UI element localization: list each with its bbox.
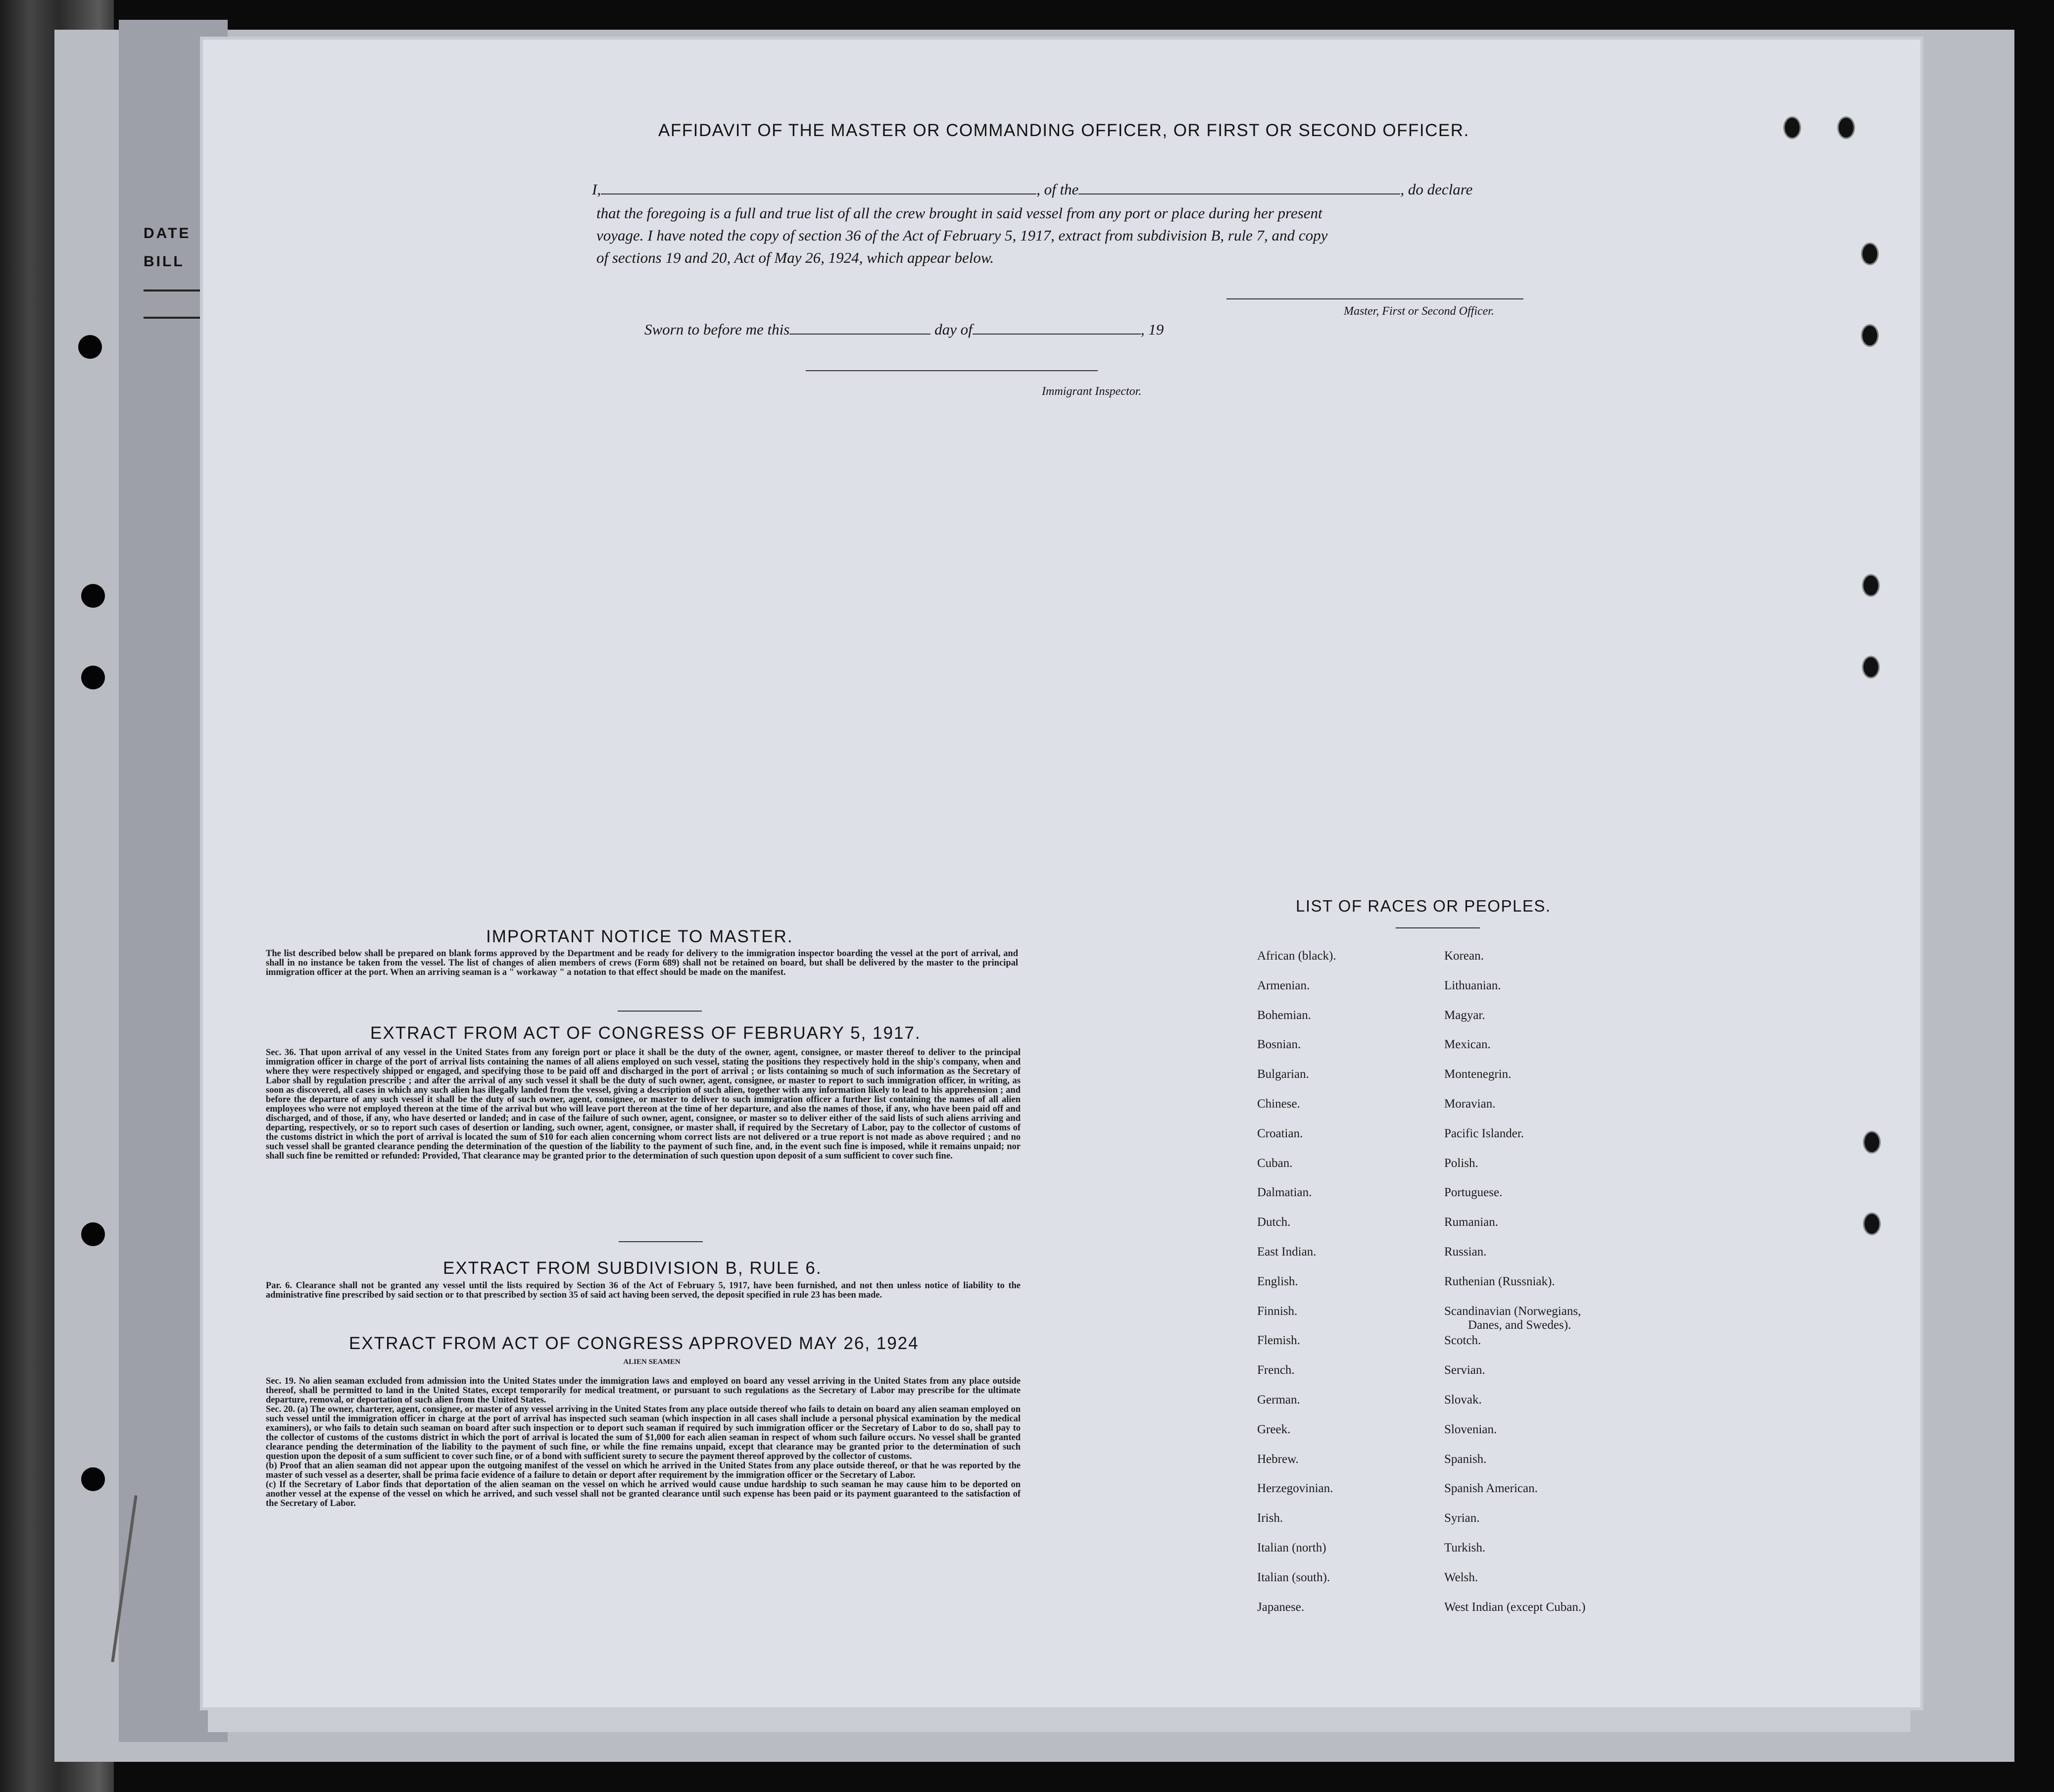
notice-paragraph: The list described below shall be prepared on blank forms approved by the Department and be ready for delivery to the immigration inspector boarding the vessel at the port of arrival, and shall in no instance be taken from the vessel. The list of changes of alien members of crews (Form 689) shall not be retained on board, but shall be delivered by the master to the principal immigration officer at the port. When an arriving seaman is a " workaway " a notation to that effect should be made on the manifest. (266, 949, 1018, 977)
year-text: , 19 (1140, 321, 1164, 338)
affidavit-line-1 (592, 181, 1472, 198)
race-item: African (black). (1257, 949, 1336, 963)
race-item: Ruthenian (Russniak). (1444, 1275, 1555, 1288)
notice-title: IMPORTANT NOTICE TO MASTER. (486, 927, 793, 946)
race-item: Greek. (1257, 1423, 1291, 1436)
race-item: French. (1257, 1363, 1295, 1377)
sworn-text: Sworn to before me this (644, 321, 790, 338)
race-item: Chinese. (1257, 1097, 1300, 1111)
race-item-continuation: Danes, and Swedes). (1468, 1318, 1571, 1332)
officer-name-blank[interactable] (601, 183, 1036, 194)
binder-hole (78, 335, 102, 359)
race-item: Spanish. (1444, 1453, 1487, 1466)
race-item: Portuguese. (1444, 1186, 1503, 1199)
race-item: English. (1257, 1275, 1298, 1288)
race-item: Welsh. (1444, 1571, 1478, 1584)
vessel-name-blank[interactable] (1078, 183, 1400, 194)
race-item: Armenian. (1257, 979, 1310, 992)
race-item: Dutch. (1257, 1215, 1291, 1229)
race-item: Hebrew. (1257, 1453, 1299, 1466)
sec20c-paragraph: (c) If the Secretary of Labor finds that deportation of the alien seaman on the vessel on which he arrived would cause undue hardship to such seaman he may cause him to be deported on another vessel at the expense of the vessel on which he arrived, and such vessel shall not be granted clearance until such expense has been paid or its payment guaranteed to the satisfaction of the Secretary of Labor. (266, 1480, 1021, 1508)
race-item: Magyar. (1444, 1009, 1485, 1022)
race-item: Japanese. (1257, 1600, 1305, 1614)
race-item: Turkish. (1444, 1541, 1486, 1554)
extract-rule6-title: EXTRACT FROM SUBDIVISION B, RULE 6. (443, 1259, 822, 1278)
extract-rule6-body (266, 1281, 1021, 1300)
race-item: Pacific Islander. (1444, 1127, 1524, 1140)
race-item: Lithuanian. (1444, 979, 1501, 992)
binder-hole (81, 1222, 105, 1246)
race-item: Spanish American. (1444, 1482, 1538, 1495)
affidavit-of-the: , of the (1036, 181, 1079, 198)
race-item: Moravian. (1444, 1097, 1496, 1111)
extract-1917-paragraph: Sec. 36. That upon arrival of any vessel in the United States from any foreign port or place it shall be the duty of the owner, agent, consignee, or master thereof to deliver to the principal immigration officer in charge of the port of arrival lists containing the names of all aliens employed on such vessel, stating the positions they respectively hold in the ship's company, when and where they were respectively shipped or engaged, and specifying those to be paid off and discharged in the port of arrival ; or lists containing so much of such information as the Secretary of Labor shall by regulation prescribe ; and after the arrival of any such vessel it shall be the duty of such owner, agent, consignee, or master to report to such immigration officer, in writing, as soon as discovered, all cases in which any such alien has illegally landed from the vessel, giving a description of such alien, together with any information likely to lead to his apprehension ; and before the departure of any such vessel it shall be the duty of such owner, agent, consignee, or master to deliver to such immigration officer a further list containing the names of all alien employees who were not employed thereon at the time of the arrival but who will leave port thereon at the time of her departure, and also the names of those, if any, who have been paid off and discharged, and of those, if any, who have deserted or landed; and in case of the failure of such owner, agent, consignee, or master so to deliver either of the said lists of such aliens arriving and departing, respectively, or so to report such cases of desertion or landing, such owner, agent, consignee, or master shall, if required by the Secretary of Labor, pay to the collector of customs of the customs district in which the port of arrival is located the sum of $10 for each alien concerning whom correct lists are not delivered or a true report is not made as above required ; and no such vessel shall be granted clearance pending the determination of the question of the liability to the payment of such fine, and, in the event such fine is imposed, while it remains unpaid; nor shall such fine be remitted or refunded: Provided, That clearance may be granted prior to the determination of such question upon deposit of a sum sufficient to cover such fine. (266, 1048, 1021, 1161)
race-item: Bohemian. (1257, 1009, 1312, 1022)
notice-body (266, 949, 1018, 977)
affidavit-title: AFFIDAVIT OF THE MASTER OR COMMANDING OFFICER, OR FIRST OR SECOND OFFICER. (658, 121, 1469, 140)
race-item: Polish. (1444, 1157, 1478, 1170)
punch-hole (1861, 324, 1879, 347)
race-item: Italian (south). (1257, 1571, 1330, 1584)
affidavit-i: I, (592, 181, 601, 198)
sworn-month-blank[interactable] (973, 323, 1141, 335)
race-item: Herzegovinian. (1257, 1482, 1333, 1495)
races-title: LIST OF RACES OR PEOPLES. (1296, 897, 1551, 915)
binder-hole (81, 584, 105, 608)
race-item: Scandinavian (Norwegians, (1444, 1305, 1581, 1318)
inspector-signature-label: Immigrant Inspector. (1042, 385, 1142, 398)
sec20a-paragraph: Sec. 20. (a) The owner, charterer, agent, consignee, or master of any vessel arriving in the United States from any place outside thereof who fails to detain on board any alien seaman employed on such vessel until the immigration officer in charge at the port of arrival has inspected such seaman (which inspection in all cases shall include a personal physical examination by the medical examiners), or who fails to detain such seaman on board after such inspection or to deport such seaman if required by such immigration officer or the Secretary of Labor to do so, shall pay to the collector of customs of the customs district in which the port of arrival is located the sum of $1,000 for each alien seaman in respect of whom such failure occurs. No vessel shall be granted clearance pending the determination of the liability to the payment of such fine, or while the fine remains unpaid, except that clearance may be granted prior to the determination of such question upon the deposit of a sum sufficient to cover such fine, or of a bond with sufficient surety to secure the payment thereof approved by the collector of customs. (266, 1405, 1021, 1461)
race-item: Finnish. (1257, 1305, 1298, 1318)
sheet-bottom-edge (208, 1707, 1910, 1732)
race-item: Rumanian. (1444, 1215, 1499, 1229)
race-item: Montenegrin. (1444, 1067, 1512, 1081)
race-item: West Indian (except Cuban.) (1444, 1600, 1586, 1614)
race-item: Irish. (1257, 1511, 1283, 1525)
race-item: Dalmatian. (1257, 1186, 1312, 1199)
alien-seamen-subtitle: ALIEN SEAMEN (623, 1358, 681, 1366)
sec20b-paragraph: (b) Proof that an alien seaman did not appear upon the outgoing manifest of the vessel on which he arrived in the United States from any place outside thereof, or that he was reported by the master of such vessel as a deserter, shall be prima facie evidence of a failure to detain or deport after requirement by the immigration officer or the Secretary of Labor. (266, 1461, 1021, 1480)
affidavit-line-2: that the foregoing is a full and true list of all the crew brought in said vessel from any port or place during her present (596, 204, 1322, 222)
sworn-day-blank[interactable] (789, 323, 930, 335)
race-item: Cuban. (1257, 1157, 1293, 1170)
sworn-line (644, 321, 1164, 339)
section-divider (1396, 927, 1480, 928)
under-sheet-label-date: DATE (144, 225, 191, 242)
sec19-paragraph: Sec. 19. No alien seaman excluded from admission into the United States under the immigration laws and employed on board any vessel arriving in the United States from any place outside thereof, shall be permitted to land in the United States, except temporarily for medical treatment, or pursuant to such regulations as the Secretary of Labor may prescribe for the ultimate departure, removal, or deportation of such alien from the United States. (266, 1376, 1021, 1405)
race-item: Italian (north) (1257, 1541, 1326, 1554)
affidavit-do-declare: , do declare (1400, 181, 1473, 198)
day-of-text: day of (934, 321, 973, 338)
affidavit-line-3: voyage. I have noted the copy of section 36 of the Act of February 5, 1917, extract from subdivision B, rule 7, and copy (596, 227, 1328, 244)
race-item: Slovak. (1444, 1393, 1482, 1406)
extract-1924-title: EXTRACT FROM ACT OF CONGRESS APPROVED MAY 26, 1924 (349, 1334, 919, 1353)
punch-hole (1783, 116, 1801, 139)
race-item: Croatian. (1257, 1127, 1303, 1140)
extract-1917-title: EXTRACT FROM ACT OF CONGRESS OF FEBRUARY 5, 1917. (370, 1023, 921, 1043)
race-item: Slovenian. (1444, 1423, 1497, 1436)
master-signature-line[interactable] (1226, 298, 1523, 299)
punch-hole (1862, 574, 1880, 597)
section-divider (618, 1011, 702, 1012)
section-divider (619, 1241, 703, 1242)
extract-1924-body (266, 1377, 1021, 1508)
race-item: Mexican. (1444, 1038, 1491, 1051)
master-signature-label: Master, First or Second Officer. (1344, 305, 1494, 318)
under-sheet-label-bill: BILL (144, 253, 185, 270)
extract-1917-body (266, 1048, 1021, 1161)
punch-hole (1863, 1131, 1881, 1154)
punch-hole (1837, 116, 1855, 139)
race-item: Servian. (1444, 1363, 1485, 1377)
punch-hole (1863, 1212, 1881, 1235)
race-item: German. (1257, 1393, 1300, 1406)
race-item: Bosnian. (1257, 1038, 1301, 1051)
race-item: Scotch. (1444, 1334, 1481, 1347)
punch-hole (1862, 656, 1880, 678)
binder-hole (81, 1467, 105, 1491)
race-item: Syrian. (1444, 1511, 1480, 1525)
race-item: Russian. (1444, 1245, 1487, 1259)
race-item: Korean. (1444, 949, 1484, 963)
affidavit-line-4: of sections 19 and 20, Act of May 26, 1924, which appear below. (596, 249, 994, 266)
extract-rule6-paragraph: Par. 6. Clearance shall not be granted any vessel until the lists required by Section 36 of the Act of February 5, 1917, have been furnished, and not then unless notice of liability to the administrative fine prescribed by said section or to that prescribed by section 35 of said act having been served, the deposit specified in rule 23 has been made. (266, 1281, 1021, 1300)
race-item: East Indian. (1257, 1245, 1317, 1259)
race-item: Flemish. (1257, 1334, 1300, 1347)
inspector-signature-line[interactable] (806, 370, 1098, 371)
punch-hole (1861, 242, 1879, 265)
binder-hole (81, 666, 105, 689)
race-item: Bulgarian. (1257, 1067, 1309, 1081)
